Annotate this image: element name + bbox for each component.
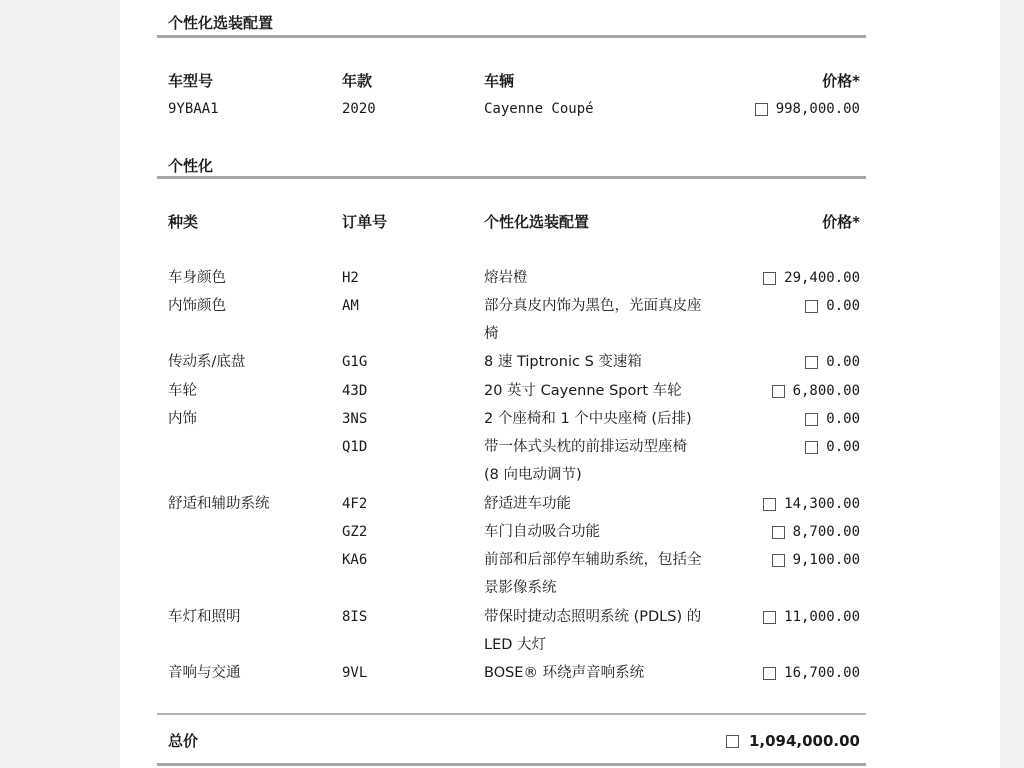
option-category: 音响与交通 bbox=[168, 665, 241, 681]
option-category: 车身颜色 bbox=[168, 270, 226, 286]
checkbox-icon bbox=[805, 413, 818, 426]
header-option-price: 价格* bbox=[822, 213, 860, 231]
model-price: 998,000.00 bbox=[755, 95, 860, 123]
option-code: G1G bbox=[342, 354, 368, 370]
header-category: 种类 bbox=[168, 213, 199, 231]
option-description: 带保时捷动态照明系统 (PDLS) 的 bbox=[484, 609, 702, 625]
option-code: H2 bbox=[342, 270, 359, 286]
option-code: 3NS bbox=[342, 411, 368, 427]
option-category: 车轮 bbox=[168, 383, 197, 399]
option-description: 前部和后部停车辅助系统，包括全 bbox=[484, 552, 702, 568]
option-code: Q1D bbox=[342, 439, 368, 455]
option-description-cont: 景影像系统 bbox=[484, 580, 557, 596]
model-code: 9YBAA1 bbox=[168, 101, 219, 117]
option-description-cont: 椅 bbox=[484, 326, 499, 342]
option-price: 8,700.00 bbox=[772, 518, 860, 546]
checkbox-icon bbox=[805, 441, 818, 454]
option-description: 舒适进车功能 bbox=[484, 496, 571, 512]
option-code: 4F2 bbox=[342, 496, 368, 512]
checkbox-icon bbox=[772, 554, 785, 567]
checkbox-icon bbox=[763, 498, 776, 511]
checkbox-icon bbox=[772, 526, 785, 539]
header-model-code: 车型号 bbox=[168, 72, 214, 90]
option-description: 8 速 Tiptronic S 变速箱 bbox=[484, 354, 642, 370]
option-description-cont: LED 大灯 bbox=[484, 637, 547, 653]
option-description: 带一体式头枕的前排运动型座椅 bbox=[484, 439, 687, 455]
vehicle-name: Cayenne Coupé bbox=[484, 101, 594, 117]
header-model-year: 年款 bbox=[342, 72, 373, 90]
option-code: KA6 bbox=[342, 552, 368, 568]
checkbox-icon bbox=[755, 103, 768, 116]
option-price: 0.00 bbox=[805, 405, 860, 433]
checkbox-icon bbox=[726, 735, 739, 748]
option-price: 0.00 bbox=[805, 433, 860, 461]
option-category: 车灯和照明 bbox=[168, 609, 241, 625]
checkbox-icon bbox=[763, 667, 776, 680]
option-code: 8IS bbox=[342, 609, 368, 625]
header-price: 价格* bbox=[822, 72, 860, 90]
option-price: 0.00 bbox=[805, 348, 860, 376]
header-order-number: 订单号 bbox=[342, 213, 388, 231]
option-price: 14,300.00 bbox=[763, 490, 860, 518]
model-year: 2020 bbox=[342, 101, 376, 117]
option-price: 9,100.00 bbox=[772, 546, 860, 574]
option-price: 0.00 bbox=[805, 292, 860, 320]
option-description: 2 个座椅和 1 个中央座椅 (后排) bbox=[484, 411, 692, 427]
option-description-cont: (8 向电动调节) bbox=[484, 467, 582, 483]
checkbox-icon bbox=[772, 385, 785, 398]
option-code: 9VL bbox=[342, 665, 368, 681]
option-description: 车门自动吸合功能 bbox=[484, 524, 600, 540]
section-divider bbox=[157, 35, 866, 38]
option-category: 舒适和辅助系统 bbox=[168, 496, 270, 512]
section-divider bbox=[157, 176, 866, 179]
option-price: 6,800.00 bbox=[772, 377, 860, 405]
option-description: 20 英寸 Cayenne Sport 车轮 bbox=[484, 383, 682, 399]
checkbox-icon bbox=[805, 356, 818, 369]
option-price: 11,000.00 bbox=[763, 603, 860, 631]
option-price: 16,700.00 bbox=[763, 659, 860, 687]
total-label: 总价 bbox=[168, 732, 199, 750]
option-description: BOSE® 环绕声音响系统 bbox=[484, 665, 645, 681]
option-price: 29,400.00 bbox=[763, 264, 860, 292]
section-title-config: 个性化选装配置 bbox=[168, 14, 274, 32]
section-title-personal: 个性化 bbox=[168, 157, 214, 175]
checkbox-icon bbox=[763, 272, 776, 285]
bottom-divider bbox=[157, 763, 866, 766]
checkbox-icon bbox=[763, 611, 776, 624]
option-category: 内饰颜色 bbox=[168, 298, 226, 314]
option-code: GZ2 bbox=[342, 524, 368, 540]
total-divider bbox=[157, 713, 866, 715]
option-category: 内饰 bbox=[168, 411, 197, 427]
header-vehicle: 车辆 bbox=[484, 72, 515, 90]
option-description: 部分真皮内饰为黑色，光面真皮座 bbox=[484, 298, 702, 314]
header-option-config: 个性化选装配置 bbox=[484, 213, 590, 231]
total-price: 1,094,000.00 bbox=[726, 729, 860, 753]
checkbox-icon bbox=[805, 300, 818, 313]
option-code: AM bbox=[342, 298, 359, 314]
option-description: 熔岩橙 bbox=[484, 270, 528, 286]
option-category: 传动系/底盘 bbox=[168, 354, 246, 370]
option-code: 43D bbox=[342, 383, 368, 399]
